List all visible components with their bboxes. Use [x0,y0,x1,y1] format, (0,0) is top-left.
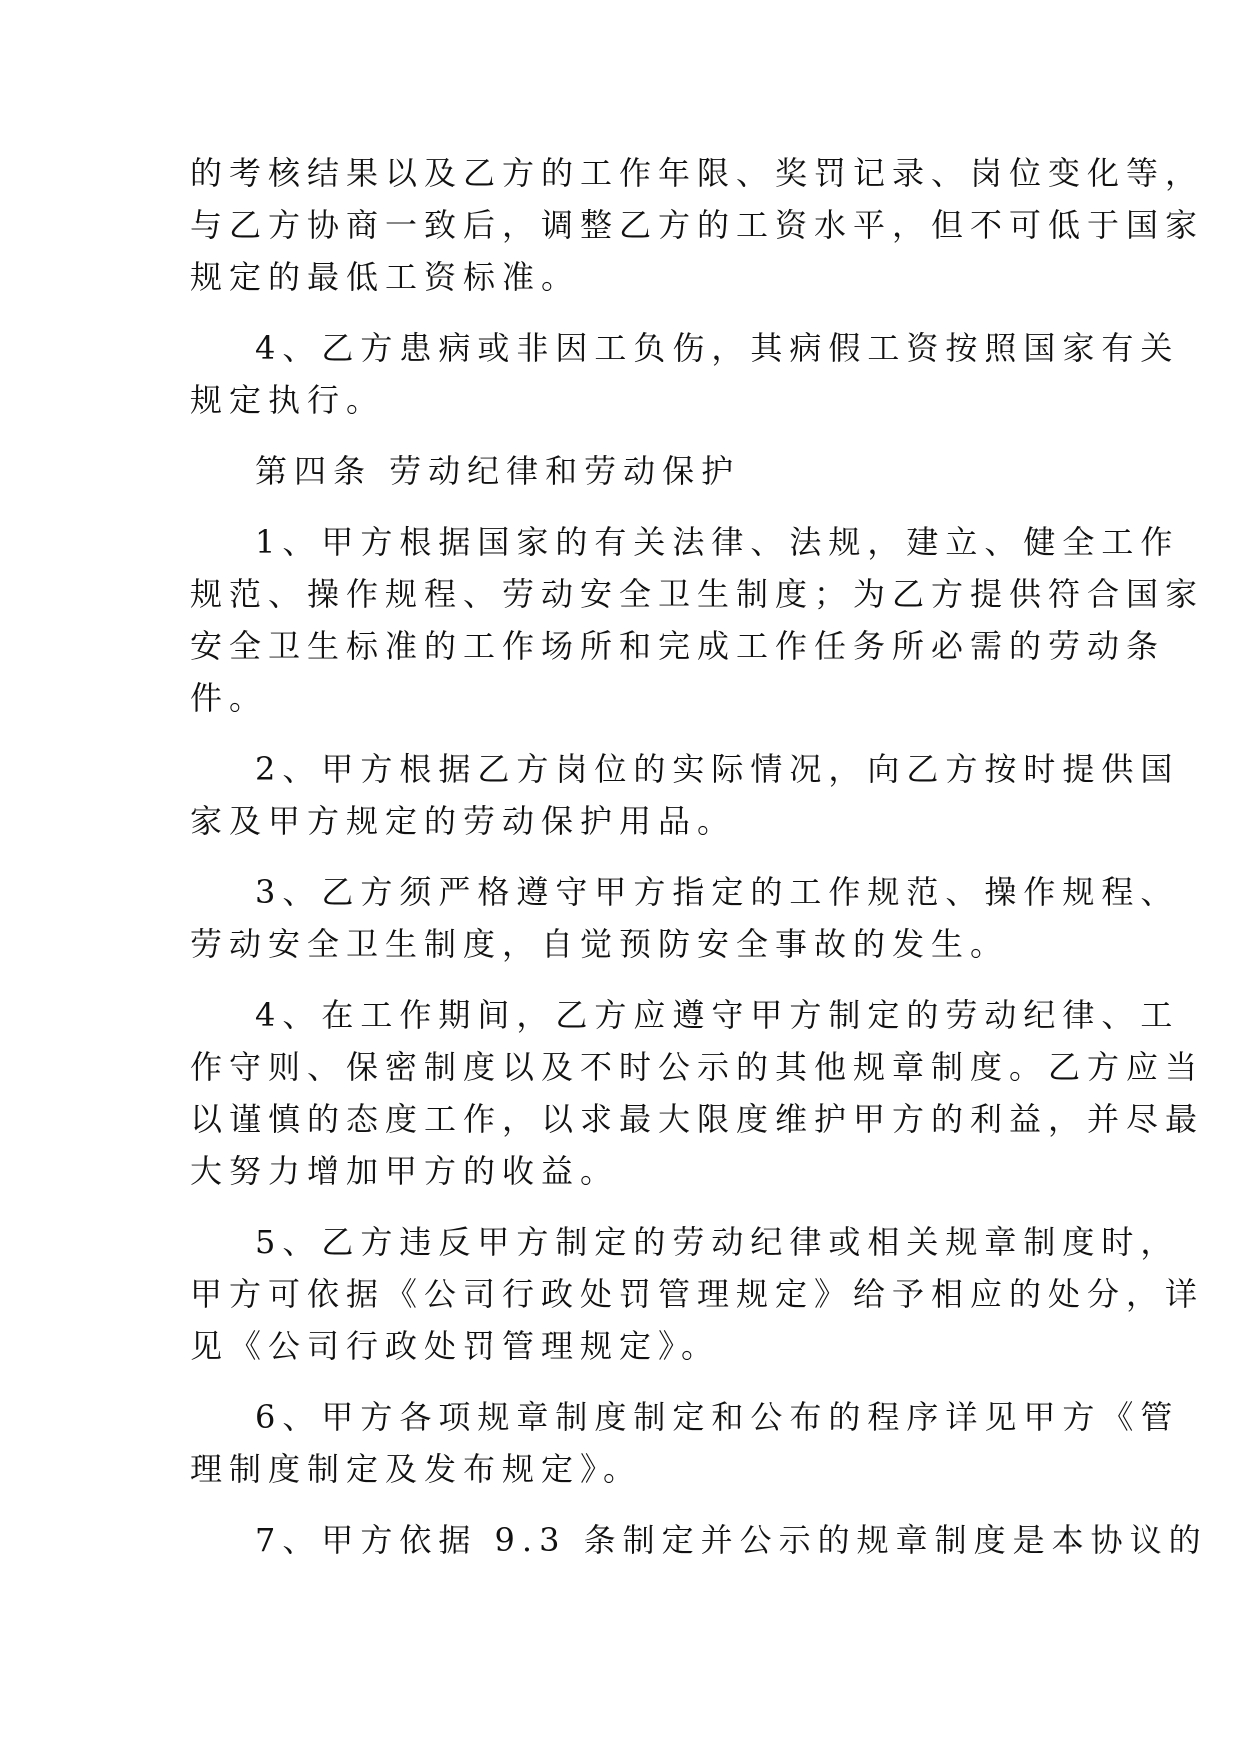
text-line: 件。 [190,679,269,717]
text-line: 理制度制定及发布规定》。 [190,1450,643,1488]
text-line: 6、甲方各项规章制度制定和公布的程序详见甲方《管 [255,1398,1180,1436]
text-line: 规定的最低工资标准。 [190,258,581,296]
text-line: 的考核结果以及乙方的工作年限、奖罚记录、岗位变化等， [190,154,1205,192]
text-line: 规定执行。 [190,381,386,419]
text-line: 见《公司行政处罚管理规定》。 [190,1327,721,1365]
text-line: 甲方可依据《公司行政处罚管理规定》给予相应的处分，详 [190,1275,1205,1313]
text-line: 以谨慎的态度工作，以求最大限度维护甲方的利益，并尽最 [190,1100,1205,1138]
text-line: 1、甲方根据国家的有关法律、法规，建立、健全工作 [255,523,1180,561]
text-line: 规范、操作规程、劳动安全卫生制度；为乙方提供符合国家 [190,575,1205,613]
text-line: 家及甲方规定的劳动保护用品。 [190,802,737,840]
section-heading: 第四条 劳动纪律和劳动保护 [255,452,741,490]
text-line: 安全卫生标准的工作场所和完成工作任务所必需的劳动条 [190,627,1166,665]
text-line: 劳动安全卫生制度，自觉预防安全事故的发生。 [190,925,1010,963]
text-line: 7、甲方依据 9.3 条制定并公示的规章制度是本协议的 [255,1521,1208,1559]
text-line: 5、乙方违反甲方制定的劳动纪律或相关规章制度时， [255,1223,1180,1261]
text-line: 3、乙方须严格遵守甲方指定的工作规范、操作规程、 [255,873,1180,911]
text-line: 大努力增加甲方的收益。 [190,1152,620,1190]
text-line: 作守则、保密制度以及不时公示的其他规章制度。乙方应当 [190,1048,1205,1086]
text-line: 与乙方协商一致后，调整乙方的工资水平，但不可低于国家 [190,206,1205,244]
text-line: 2、甲方根据乙方岗位的实际情况，向乙方按时提供国 [255,750,1180,788]
text-line: 4、乙方患病或非因工负伤，其病假工资按照国家有关 [255,329,1180,367]
text-line: 4、在工作期间，乙方应遵守甲方制定的劳动纪律、工 [255,996,1180,1034]
